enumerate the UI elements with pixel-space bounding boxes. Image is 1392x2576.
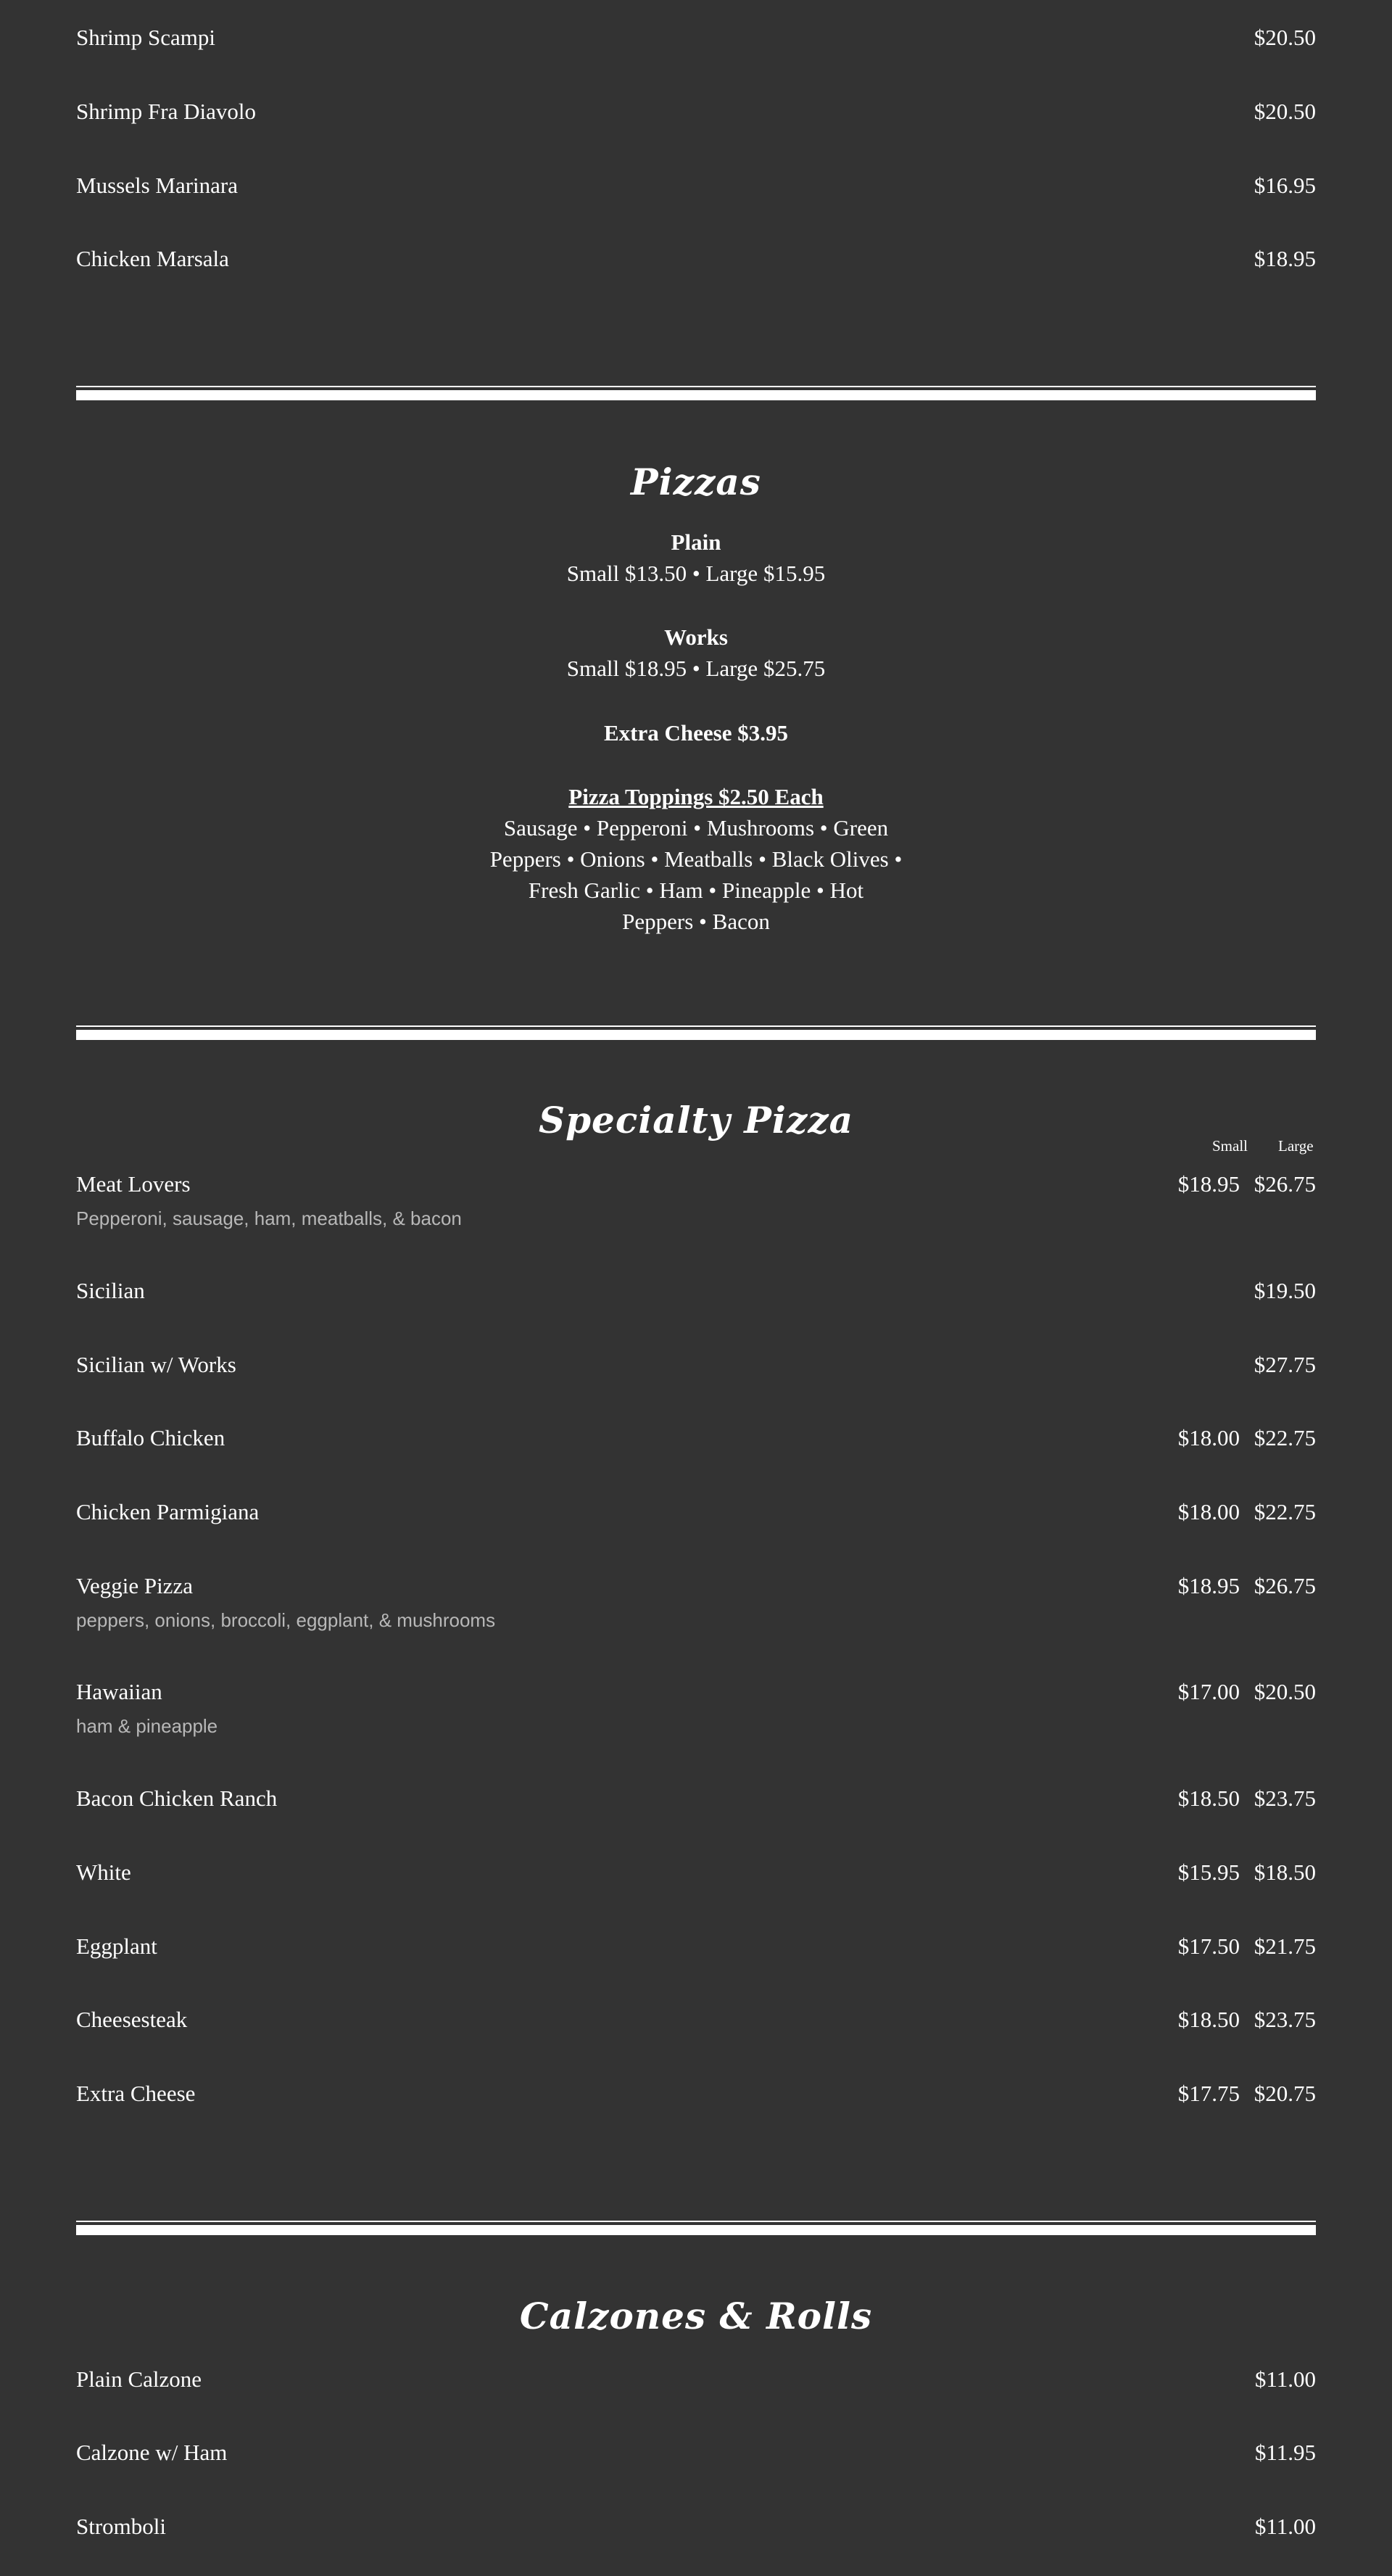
item-name: Cheesesteak (76, 2007, 188, 2032)
item-price-large: $19.50 (1254, 1278, 1316, 1303)
section-divider (76, 1025, 1316, 1040)
item-price-small: $18.50 (1177, 2007, 1240, 2032)
item-price-large: $23.75 (1254, 2007, 1316, 2032)
item-price-small: $17.00 (1177, 1679, 1240, 1704)
works-label: Works (664, 624, 728, 650)
menu-item (76, 99, 1316, 128)
item-description: Pepperoni, sausage, ham, meatballs, & bacon (76, 1208, 462, 1229)
menu-item (76, 173, 1316, 202)
section-divider (76, 2221, 1316, 2235)
item-name: Meat Lovers (76, 1171, 191, 1197)
menu-item (76, 2514, 1316, 2543)
toppings-label: Pizza Toppings $2.50 Each (568, 784, 824, 809)
item-name: Hawaiian (76, 1679, 162, 1704)
toppings-line: Peppers • Onions • Meatballs • Black Olives • (489, 846, 903, 872)
menu-item (76, 25, 1316, 54)
item-price: $20.50 (1254, 99, 1316, 124)
item-price-large: $27.75 (1254, 1352, 1316, 1377)
item-price: $11.00 (1254, 2514, 1316, 2539)
menu-item (76, 1425, 1316, 1454)
item-price: $11.95 (1254, 2440, 1316, 2465)
item-name: Shrimp Fra Diavolo (76, 99, 256, 124)
item-name: White (76, 1859, 131, 1885)
item-price-large: $26.75 (1254, 1573, 1316, 1598)
item-description: peppers, onions, broccoli, eggplant, & mushrooms (76, 1609, 496, 1631)
item-name: Veggie Pizza (76, 1573, 193, 1598)
item-price: $18.95 (1254, 246, 1316, 271)
item-price: $11.00 (1254, 2366, 1316, 2392)
works-prices: Small $18.95 • Large $25.75 (566, 656, 826, 681)
item-name: Buffalo Chicken (76, 1425, 225, 1450)
column-header-small: Small (1212, 1137, 1248, 1155)
item-name: Eggplant (76, 1933, 157, 1959)
item-name: Chicken Parmigiana (76, 1499, 260, 1524)
item-name: Sicilian w/ Works (76, 1352, 236, 1377)
item-name: Shrimp Scampi (76, 25, 216, 50)
item-name: Stromboli (76, 2514, 167, 2539)
item-name: Extra Cheese (76, 2081, 196, 2106)
section-divider (76, 386, 1316, 400)
toppings-line: Peppers • Bacon (622, 909, 770, 934)
toppings-line: Sausage • Pepperoni • Mushrooms • Green (503, 815, 889, 841)
item-price-large: $20.75 (1254, 2081, 1316, 2106)
item-price-large: $26.75 (1254, 1171, 1316, 1197)
menu-item (76, 1859, 1316, 1888)
menu-item (76, 1679, 1316, 1744)
menu-item (76, 2007, 1316, 2036)
menu-item (76, 2081, 1316, 2110)
menu-item (76, 1499, 1316, 1528)
item-name: Calzone w/ Ham (76, 2440, 228, 2465)
item-price-small: $18.00 (1177, 1425, 1240, 1450)
item-name: Chicken Marsala (76, 246, 229, 271)
toppings-line: Fresh Garlic • Ham • Pineapple • Hot (528, 878, 864, 903)
menu-item (76, 1933, 1316, 1962)
item-name: Plain Calzone (76, 2366, 202, 2392)
item-price-large: $22.75 (1254, 1499, 1316, 1524)
column-header-large: Large (1278, 1137, 1314, 1155)
item-price: $16.95 (1254, 173, 1316, 198)
menu-item (76, 1573, 1316, 1638)
item-price: $20.50 (1254, 25, 1316, 50)
extra-cheese-price: Extra Cheese $3.95 (604, 720, 788, 746)
item-price-large: $20.50 (1254, 1679, 1316, 1704)
item-price-large: $18.50 (1254, 1859, 1316, 1885)
item-price-small: $18.95 (1177, 1171, 1240, 1197)
item-price-small: $18.50 (1177, 1786, 1240, 1811)
menu-item (76, 1171, 1316, 1237)
plain-label: Plain (671, 529, 721, 555)
menu-item (76, 2440, 1316, 2469)
item-price-large: $23.75 (1254, 1786, 1316, 1811)
section-title-specialty: Specialty Pizza (538, 1099, 854, 1142)
plain-prices: Small $13.50 • Large $15.95 (566, 561, 826, 586)
menu-item (76, 1352, 1316, 1381)
item-description: ham & pineapple (76, 1715, 218, 1737)
item-price-small: $15.95 (1177, 1859, 1240, 1885)
item-price-small: $18.00 (1177, 1499, 1240, 1524)
item-price-small: $18.95 (1177, 1573, 1240, 1598)
item-price-large: $21.75 (1254, 1933, 1316, 1959)
item-price-large: $22.75 (1254, 1425, 1316, 1450)
item-price-small: $17.75 (1177, 2081, 1240, 2106)
menu-item (76, 1786, 1316, 1815)
section-title-calzones: Calzones & Rolls (519, 2295, 873, 2337)
menu-item (76, 246, 1316, 275)
menu-item (76, 1278, 1316, 1307)
item-name: Sicilian (76, 1278, 145, 1303)
menu-item (76, 2366, 1316, 2395)
item-name: Mussels Marinara (76, 173, 238, 198)
item-name: Bacon Chicken Ranch (76, 1786, 278, 1811)
section-title-pizzas: Pizzas (631, 461, 761, 503)
item-price-small: $17.50 (1177, 1933, 1240, 1959)
